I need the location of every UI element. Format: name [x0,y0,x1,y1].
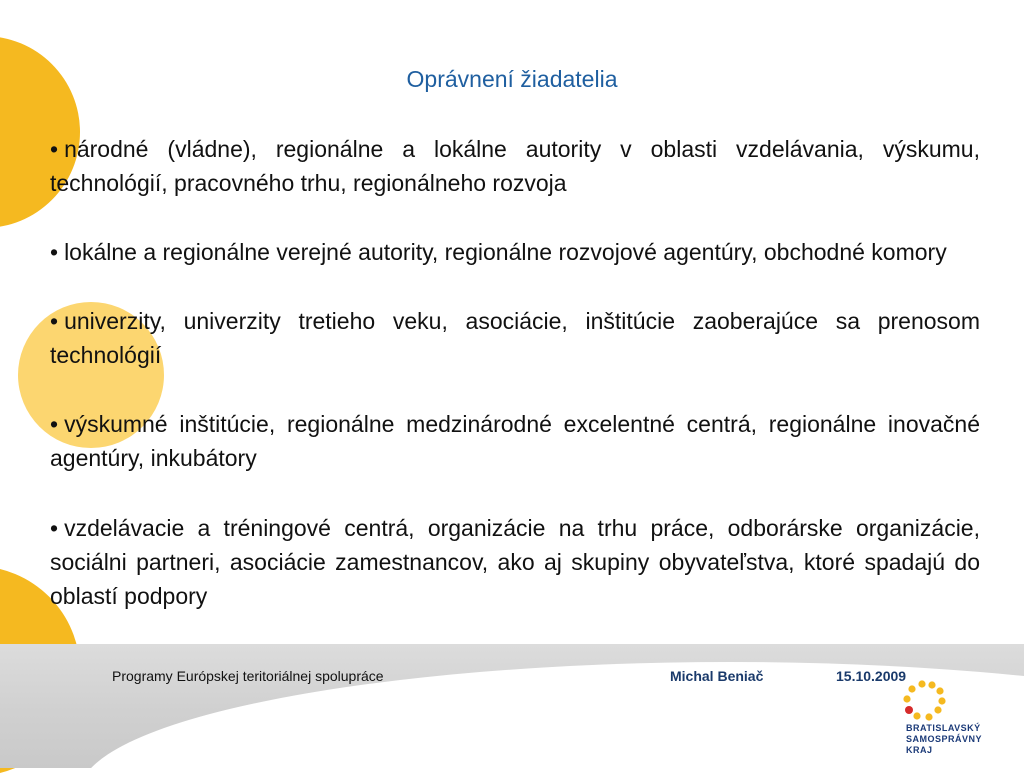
bsk-logo [900,680,990,766]
bullet-text: výskumné inštitúcie, regionálne medzinárodné excelentné centrá, regionálne inovačné agentúry, inkubátory [50,411,980,471]
bullet-item [50,407,980,475]
bullet-text: národné (vládne), regionálne a lokálne autority v oblasti vzdelávania, výskumu, technológií, pracovného trhu, regionálneho rozvoja [50,136,980,196]
bullet-text: univerzity, univerzity tretieho veku, asociácie, inštitúcie zaoberajúce sa prenosom technológií [50,308,980,368]
bullet-item [50,132,980,200]
footer-program-name: Programy Európskej teritoriálnej spolupráce [112,668,384,684]
logo-dots-icon [900,680,950,724]
footer-date: 15.10.2009 [836,668,907,684]
bullet-item [50,235,980,269]
bullet-item [50,511,980,613]
logo-text-line: BRATISLAVSKÝ [906,723,981,733]
slide-title: Oprávnení žiadatelia [406,66,618,92]
bullet-dot: • [50,239,59,265]
bullet-list [50,132,980,648]
bullet-dot: • [50,136,59,162]
bullet-text: vzdelávacie a tréningové centrá, organizácie na trhu práce, odborárske organizácie, sociálni partneri, asociácie zamestnancov, ako aj skupiny obyvateľstva, ktoré spadajú do oblastí podpory [50,515,980,609]
bullet-dot: • [50,411,59,437]
footer-band [0,644,1024,768]
footer-author: Michal Beniač [670,668,764,684]
bullet-dot: • [50,308,59,334]
logo-text-line: SAMOSPRÁVNY [906,734,983,744]
bullet-dot: • [50,515,59,541]
bullet-text: lokálne a regionálne verejné autority, regionálne rozvojové agentúry, obchodné komory [64,239,947,265]
bullet-item [50,304,980,372]
logo-text-line: KRAJ [906,745,933,755]
